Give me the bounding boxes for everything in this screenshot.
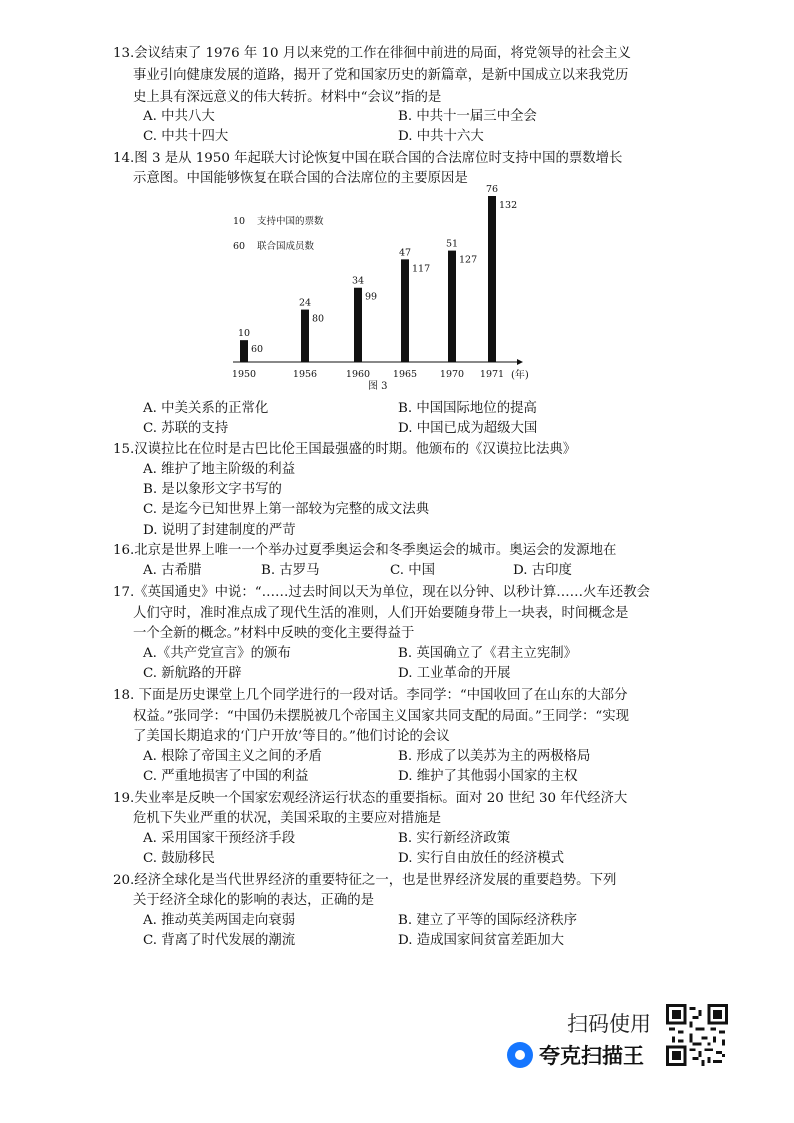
bar-support-votes-1970 <box>448 251 456 362</box>
chart-bars <box>238 184 517 362</box>
label-support-votes-1960: 34 <box>351 275 365 287</box>
q20-stem-line1: 20.经济全球化是当代世界经济的重要特征之一，也是世界经济发展的重要趋势。下列 <box>113 873 617 888</box>
q13-option-c: C. 中共十四大 <box>143 129 229 144</box>
q18-stem-line2: 权益。”张同学：“中国仍未摆脱被几个帝国主义国家共同支配的局面。”王同学：“实现 <box>133 709 630 724</box>
q19-stem-line2: 危机下失业严重的状况，美国采取的主要应对措施是 <box>133 811 441 826</box>
legend-key-1: 60 <box>233 241 246 252</box>
bar-support-votes-1971 <box>488 196 496 362</box>
quark-logo-icon <box>507 1042 533 1068</box>
q13-option-b: B. 中共十一届三中全会 <box>398 109 537 124</box>
bar-support-votes-1960 <box>354 288 362 362</box>
label-support-votes-1950: 10 <box>237 328 251 340</box>
q17-stem-line2: 人们守时，准时准点成了现代生活的准则，人们开始要随身带上一块表，时间概念是 <box>133 606 629 621</box>
label-member-count-1956: 80 <box>312 313 325 325</box>
scanner-brand <box>507 1040 644 1070</box>
q16-option-a: A. 古希腊 <box>143 563 202 578</box>
q19-option-c: C. 鼓励移民 <box>143 851 215 866</box>
qr-code-icon[interactable] <box>666 1004 728 1066</box>
q14-stem-line1: 14.图 3 是从 1950 年起联大讨论恢复中国在联合国的合法席位时支持中国的票数增长 <box>113 151 623 166</box>
q18-stem-line3: 了美国长期追求的‘门户开放’等目的。”他们讨论的会议 <box>133 729 450 744</box>
label-member-count-1950: 60 <box>251 344 264 356</box>
chart-legend <box>233 215 324 252</box>
q13-stem-line1: 13.会议结束了 1976 年 10 月以来党的工作在徘徊中前进的局面，将党领导的社会主义 <box>113 46 631 61</box>
q17-option-b: B. 英国确立了《君主立宪制》 <box>398 646 578 661</box>
q13-option-d: D. 中共十六大 <box>398 129 484 144</box>
q19-option-a: A. 采用国家干预经济手段 <box>143 831 296 846</box>
q14-option-d: D. 中国已成为超级大国 <box>398 421 538 436</box>
q16-stem-line1: 16.北京是世界上唯一一个举办过夏季奥运会和冬季奥运会的城市。奥运会的发源地在 <box>113 543 617 558</box>
chart-x-axis-arrow <box>517 359 523 365</box>
legend-label-1: 联合国成员数 <box>257 241 315 252</box>
q15-stem-line1: 15.汉谟拉比在位时是古巴比伦王国最强盛的时期。他颁布的《汉谟拉比法典》 <box>113 442 577 457</box>
label-member-count-1960: 99 <box>365 291 378 303</box>
label-member-count-1971: 132 <box>499 200 518 211</box>
x-tick-1970: 1970 <box>439 369 465 380</box>
q16-option-b: B. 古罗马 <box>261 563 320 578</box>
q20-option-b: B. 建立了平等的国际经济秩序 <box>398 913 578 928</box>
label-member-count-1965: 117 <box>412 263 431 275</box>
q16-option-c: C. 中国 <box>390 563 436 578</box>
q20-option-c: C. 背离了时代发展的潮流 <box>143 933 296 948</box>
q13-stem-line2: 事业引向健康发展的道路，揭开了党和国家历史的新篇章，是新中国成立以来我党历 <box>133 68 629 83</box>
x-tick-1960: 1960 <box>345 369 371 380</box>
q18-option-c: C. 严重地损害了中国的利益 <box>143 769 309 784</box>
q15-option-b: B. 是以象形文字书写的 <box>143 482 282 497</box>
bar-support-votes-1965 <box>401 259 409 362</box>
q17-stem-line3: 一个全新的概念。”材料中反映的变化主要得益于 <box>133 626 415 641</box>
q17-stem-line1: 17.《英国通史》中说：“……过去时间以天为单位，现在以分钟、以秒计算……火车还教会 <box>113 585 650 600</box>
x-tick-1956: 1956 <box>292 369 318 380</box>
q18-option-a: A. 根除了帝国主义之间的矛盾 <box>143 749 322 764</box>
q17-option-c: C. 新航路的开辟 <box>143 666 242 681</box>
q14-stem-line2: 示意图。中国能够恢复在联合国的合法席位的主要原因是 <box>133 171 468 186</box>
q14-option-a: A. 中美关系的正常化 <box>143 401 269 416</box>
bar-support-votes-1950 <box>240 340 248 362</box>
q17-option-a: A.《共产党宣言》的颁布 <box>143 646 291 661</box>
q19-option-d: D. 实行自由放任的经济模式 <box>398 851 565 866</box>
bar-support-votes-1956 <box>301 310 309 362</box>
q20-stem-line2: 关于经济全球化的影响的表达，正确的是 <box>133 893 375 908</box>
brand-name: 夸克扫描王 <box>539 1044 644 1068</box>
q14-option-c: C. 苏联的支持 <box>143 421 229 436</box>
q16-option-d: D. 古印度 <box>513 563 572 578</box>
x-tick-1971: 1971 <box>479 369 505 380</box>
x-tick-1950: 1950 <box>231 369 257 380</box>
q14-option-b: B. 中国国际地位的提高 <box>398 401 537 416</box>
q15-option-d: D. 说明了封建制度的严苛 <box>143 523 296 538</box>
q19-option-b: B. 实行新经济政策 <box>398 831 511 846</box>
label-member-count-1970: 127 <box>459 254 478 266</box>
q13-stem-line3: 史上具有深远意义的伟大转折。材料中“会议”指的是 <box>133 90 442 105</box>
label-support-votes-1971: 76 <box>485 184 499 195</box>
chart-x-axis-label: (年) <box>511 370 529 381</box>
label-support-votes-1965: 47 <box>398 247 412 259</box>
legend-key-0: 10 <box>233 216 246 227</box>
q20-option-a: A. 推动英美两国走向衰弱 <box>143 913 296 928</box>
q19-stem-line1: 19.失业率是反映一个国家宏观经济运行状态的重要指标。面对 20 世纪 30 年代经济大 <box>113 791 628 806</box>
label-support-votes-1956: 24 <box>298 297 312 309</box>
q18-stem-line1: 18. 下面是历史课堂上几个同学进行的一段对话。李同学：“中国收回了在山东的大部分 <box>113 688 628 703</box>
q17-option-d: D. 工业革命的开展 <box>398 666 511 681</box>
label-support-votes-1970: 51 <box>445 238 459 250</box>
q13-option-a: A. 中共八大 <box>143 109 215 124</box>
q18-option-d: D. 维护了其他弱小国家的主权 <box>398 769 578 784</box>
legend-label-0: 支持中国的票数 <box>257 216 324 227</box>
q15-option-a: A. 维护了地主阶级的利益 <box>143 462 296 477</box>
scan-to-use-label: 扫码使用 <box>567 1012 651 1036</box>
x-tick-1965: 1965 <box>392 369 418 380</box>
chart-x-ticks <box>232 369 504 380</box>
q15-option-c: C. 是迄今已知世界上第一部较为完整的成文法典 <box>143 502 430 517</box>
q18-option-b: B. 形成了以美苏为主的两极格局 <box>398 749 591 764</box>
vote-growth-chart <box>225 184 555 395</box>
chart-title: 图 3 <box>368 381 388 392</box>
q20-option-d: D. 造成国家间贫富差距加大 <box>398 933 565 948</box>
